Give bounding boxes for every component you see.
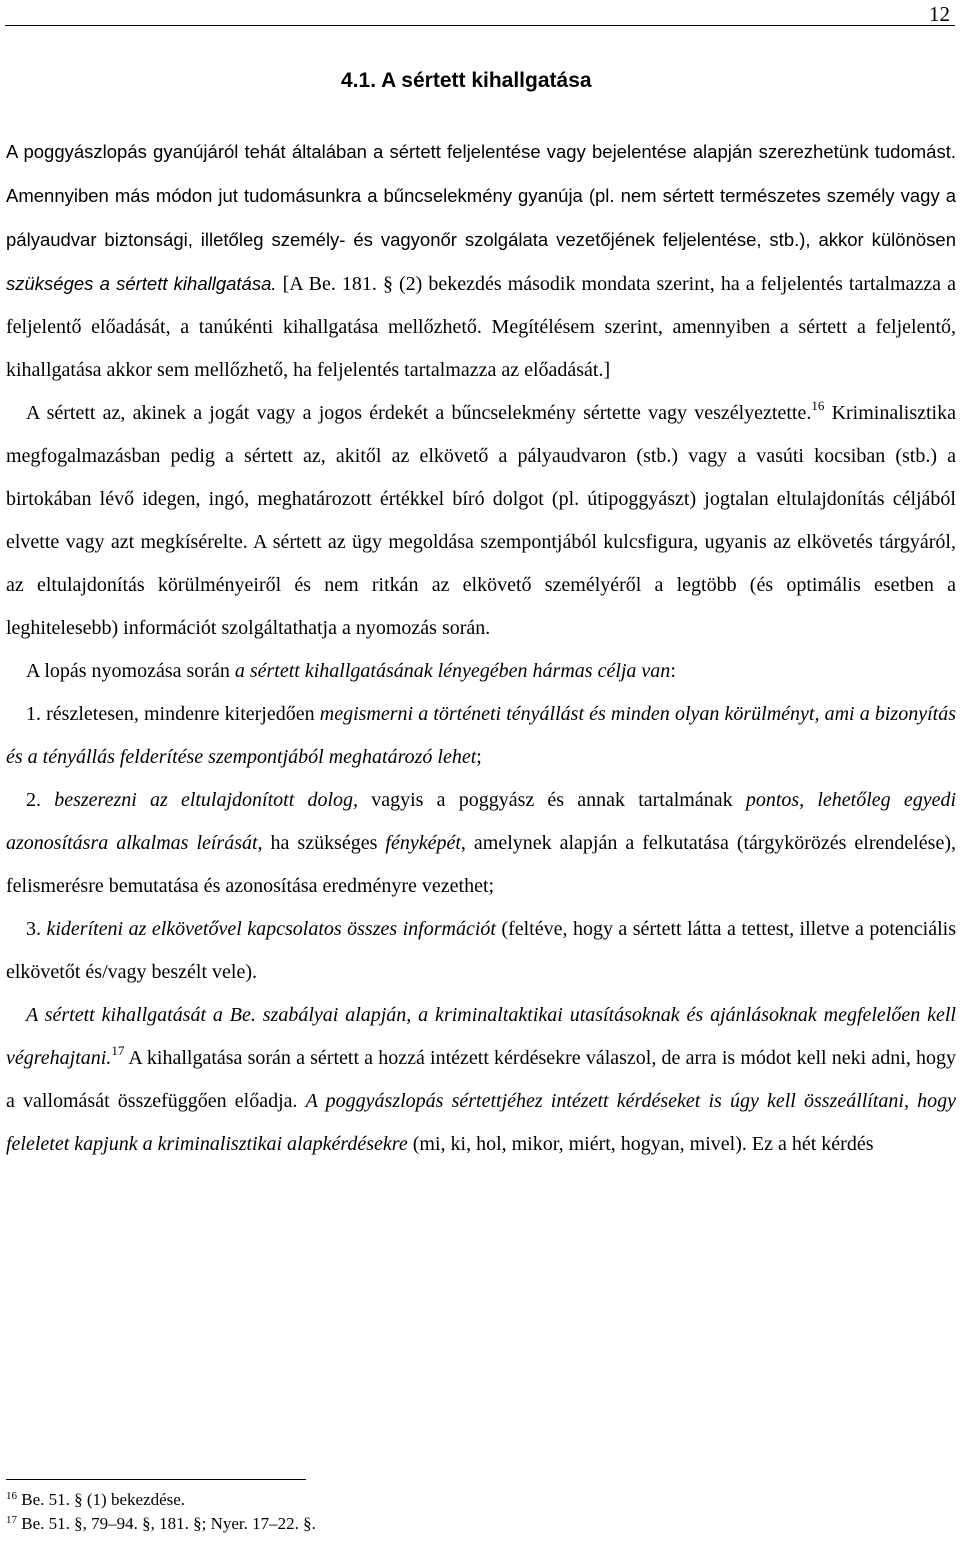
item3-text: (feltéve, hogy a sértett látta a tettest, illetve a potenciális elkövetőt és/vagy beszélt vele). (6, 918, 956, 983)
purpose-intro-emphasis: a sértett kihallgatásának lényegében hármas célja van (234, 660, 671, 682)
footnote-ref-17: 17 (111, 1042, 125, 1058)
footnote-number: 16 (6, 1489, 17, 1502)
item2-number: 2. (26, 789, 55, 811)
header-rule (5, 25, 955, 26)
item2-text-2: ha szükséges (262, 832, 386, 854)
paragraph-intro (6, 130, 956, 392)
interrogation-emphasis-2: A poggyászlopás sértettjéhez intézett kérdéseket is úgy kell összeállítani, hogy feleletet kapjunk a kriminalisztikai alapkérdésekre (6, 1090, 956, 1155)
victim-definition-text: A sértett az, akinek a jogát vagy a jogos érdekét a bűncselekmény sértette vagy veszélyeztette. (26, 402, 812, 424)
item2-emphasis-3: fényképét (385, 832, 461, 854)
section-title: 4.1. A sértett kihallgatása (341, 69, 592, 92)
paragraph-victim-definition (6, 392, 956, 650)
list-item-3 (6, 908, 956, 994)
item1-end: ; (476, 746, 482, 768)
item1-emphasis: megismerni a történeti tényállást és minden olyan körülményt, ami a bizonyítás és a tényállás felderítése szempontjából meghatározó lehet (6, 703, 956, 768)
list-item-2 (6, 779, 956, 908)
footnote-rule (6, 1479, 306, 1480)
page-number: 12 (929, 2, 950, 26)
footnotes (6, 1488, 316, 1536)
item1-text: 1. részletesen, mindenre kiterjedően (26, 703, 320, 725)
intro-emphasis: szükséges a sértett kihallgatása. (6, 273, 277, 294)
purpose-intro-colon: : (670, 660, 676, 682)
footnote (6, 1512, 316, 1536)
item2-emphasis-1: beszerezni az eltulajdonított dolog, (54, 789, 359, 811)
purpose-intro-text: A lopás nyomozása során (26, 660, 235, 682)
body-text (6, 130, 956, 1166)
interrogation-text-2: (mi, ki, hol, mikor, miért, hogyan, mivel). Ez a hét kérdés (407, 1133, 874, 1155)
footnote (6, 1488, 316, 1512)
paragraph-interrogation (6, 994, 956, 1166)
intro-legal-note: [A Be. 181. § (2) bekezdés második mondata szerint, ha a feljelentés tartalmazza a feljelentő előadását, a tanúkénti kihallgatása mellőzhető. Megítélésem szerint, amennyiben a sértett a feljelentő, kihallgatása akkor sem mellőzhető, ha feljelentés tartalmazza az előadását.] (6, 273, 956, 381)
footnote-text: Be. 51. § (1) bekezdése. (17, 1490, 186, 1509)
victim-definition-continued: Kriminalisztika megfogalmazásban pedig a sértett az, akitől az elkövető a pályaudvaron (stb.) vagy a vasúti kocsiban (stb.) a birtokában lévő idegen, ingó, meghatározott értékkel bíró dolgot (pl. útipoggyászt) jogtalan eltulajdonítás céljából elvette vagy azt megkísérelte. A sértett az ügy megoldása szempontjából kulcsfigura, ugyanis az elkövetés tárgyáról, az eltulajdonítás körülményeiről és nem ritkán az elkövető személyéről a legtöbb (és optimális esetben a leghitelesebb) információt szolgáltathatja a nyomozás során. (6, 402, 956, 639)
intro-text: A poggyászlopás gyanújáról tehát általában a sértett feljelentése vagy bejelentése alapján szerezhetünk tudomást. Amennyiben más módon jut tudomásunkra a bűncselekmény gyanúja (pl. nem sértett természetes személy vagy a pályaudvar biztonsági, illetőleg személy- és vagyonőr szolgálata vezetőjének feljelentése, stb.), akkor különösen (6, 141, 956, 250)
item2-text-1: vagyis a poggyász és annak tartalmának (358, 789, 746, 811)
interrogation-text-1: A kihallgatása során a sértett a hozzá intézett kérdésekre válaszol, de arra is módot kell neki adni, hogy a vallomását összefüggően előadja. (6, 1047, 956, 1112)
footnote-number: 17 (6, 1513, 17, 1526)
footnote-ref-16: 16 (811, 397, 825, 413)
item2-emphasis-2: pontos, lehetőleg egyedi azonosításra alkalmas leírását, (6, 789, 957, 854)
paragraph-purpose-intro (6, 650, 956, 693)
footnote-text: Be. 51. §, 79–94. §, 181. §; Nyer. 17–22. §. (17, 1514, 316, 1533)
item3-emphasis: kideríteni az elkövetővel kapcsolatos összes információt (46, 918, 496, 940)
interrogation-emphasis-1: A sértett kihallgatását a Be. szabályai alapján, a kriminaltaktikai utasításoknak és ajánlásoknak megfelelően kell végrehajtani. (6, 1004, 956, 1069)
item2-text-3: , amelynek alapján a felkutatása (tárgykörözés elrendelése), felismerésre bemutatása és azonosítása eredményre vezethet; (6, 832, 957, 897)
item3-number: 3. (26, 918, 47, 940)
list-item-1 (6, 693, 956, 779)
